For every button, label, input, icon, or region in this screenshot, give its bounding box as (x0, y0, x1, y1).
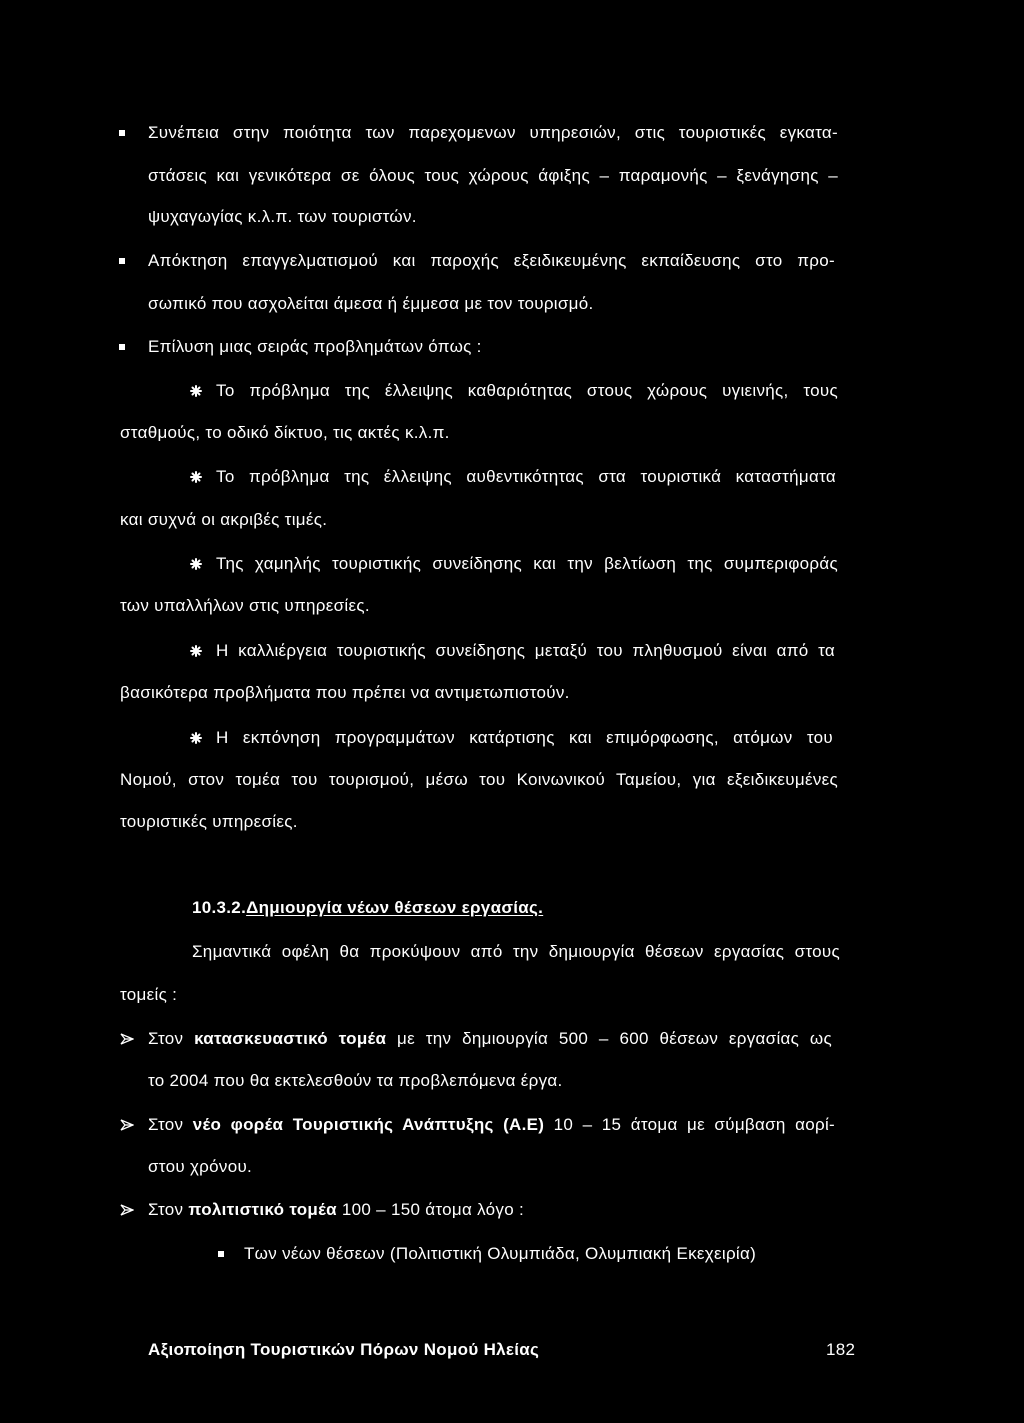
problem-item-line: και συχνά οι ακριβές τιμές. (120, 510, 328, 529)
problem-item-line: Η καλλιέργεια τουριστικής συνείδησης μεταξύ του πληθυσμού είναι από τα (216, 641, 835, 660)
problem-item-line: σταθμούς, το οδικό δίκτυο, τις ακτές κ.λ.π. (120, 423, 450, 442)
square-bullet-icon (119, 344, 125, 350)
sector-item-line: στου χρόνου. (148, 1157, 253, 1176)
sector-text: με την δημιουργία 500 – 600 θέσεων εργασίας ως (386, 1029, 833, 1048)
sector-text: Στον (148, 1200, 189, 1219)
problem-item-line: τουριστικές υπηρεσίες. (120, 812, 298, 831)
sub-item-line: Των νέων θέσεων (Πολιτιστική Ολυμπιάδα, Ολυμπιακή Εκεχειρία) (244, 1244, 757, 1263)
section-intro-line: τομείς : (120, 985, 178, 1004)
section-number: 10.3.2. (192, 898, 247, 917)
problem-item-line: Το πρόβλημα της έλλειψης αυθεντικότητας στα τουριστικά καταστήματα (216, 467, 836, 486)
sector-text: 10 – 15 άτομα με σύμβαση αορί- (544, 1115, 835, 1134)
sector-item-line (148, 1200, 524, 1220)
section-title: Δημιουργία νέων θέσεων εργασίας. (246, 898, 544, 917)
sector-text: Στον (148, 1029, 195, 1048)
sector-name: πολιτιστικό τομέα (188, 1200, 337, 1219)
sector-name: νέο φορέα Τουριστικής Ανάπτυξης (Α.Ε) (192, 1115, 545, 1134)
problem-item-line: Η εκπόνηση προγραμμάτων κατάρτισης και επιμόρφωσης, ατόμων του (216, 728, 833, 747)
sector-text: 100 – 150 άτομα λόγο : (336, 1200, 525, 1219)
asterisk-bullet-icon (190, 645, 202, 657)
arrow-bullet-icon (120, 1033, 134, 1045)
list-item-line: Απόκτηση επαγγελματισμού και παροχής εξειδικευμένης εκπαίδευσης στο προ- (148, 251, 835, 270)
arrow-bullet-icon (120, 1204, 134, 1216)
square-bullet-icon (119, 258, 125, 264)
section-intro-line: Σημαντικά οφέλη θα προκύψουν από την δημιουργία θέσεων εργασίας στους (192, 942, 840, 961)
problem-item-line: Της χαμηλής τουριστικής συνείδησης και την βελτίωση της συμπεριφοράς (216, 554, 838, 573)
arrow-bullet-icon (120, 1119, 134, 1131)
asterisk-bullet-icon (190, 558, 202, 570)
list-item-line: ψυχαγωγίας κ.λ.π. των τουριστών. (148, 207, 417, 226)
asterisk-bullet-icon (190, 732, 202, 744)
sector-text: Στον (148, 1115, 193, 1134)
square-bullet-icon (119, 130, 125, 136)
list-item-line: στάσεις και γενικότερα σε όλους τους χώρους άφιξης – παραμονής – ξενάγησης – (148, 166, 838, 185)
sector-item-line (148, 1115, 835, 1135)
sector-item-line (148, 1029, 832, 1049)
page-number: 182 (826, 1340, 856, 1359)
section-heading (192, 898, 543, 918)
square-bullet-icon (218, 1251, 224, 1257)
problem-item-line: βασικότερα προβλήματα που πρέπει να αντιμετωπιστούν. (120, 683, 570, 702)
problem-item-line: των υπαλλήλων στις υπηρεσίες. (120, 596, 370, 615)
list-item-line: Συνέπεια στην ποιότητα των παρεχομενων υπηρεσιών, στις τουριστικές εγκατα- (148, 123, 838, 142)
asterisk-bullet-icon (190, 471, 202, 483)
sector-name: κατασκευαστικό τομέα (194, 1029, 387, 1048)
sector-item-line: το 2004 που θα εκτελεσθούν τα προβλεπόμενα έργα. (148, 1071, 563, 1090)
problem-item-line: Το πρόβλημα της έλλειψης καθαριότητας στους χώρους υγιεινής, τους (216, 381, 838, 400)
list-item-line: σωπικό που ασχολείται άμεσα ή έμμεσα με τον τουρισμό. (148, 294, 594, 313)
asterisk-bullet-icon (190, 385, 202, 397)
problem-item-line: Νομού, στον τομέα του τουρισμού, μέσω του Κοινωνικού Ταμείου, για εξειδικευμένες (120, 770, 838, 789)
footer-title: Αξιοποίηση Τουριστικών Πόρων Νομού Ηλείας (148, 1340, 540, 1359)
list-item-line: Επίλυση μιας σειράς προβλημάτων όπως : (148, 337, 482, 356)
